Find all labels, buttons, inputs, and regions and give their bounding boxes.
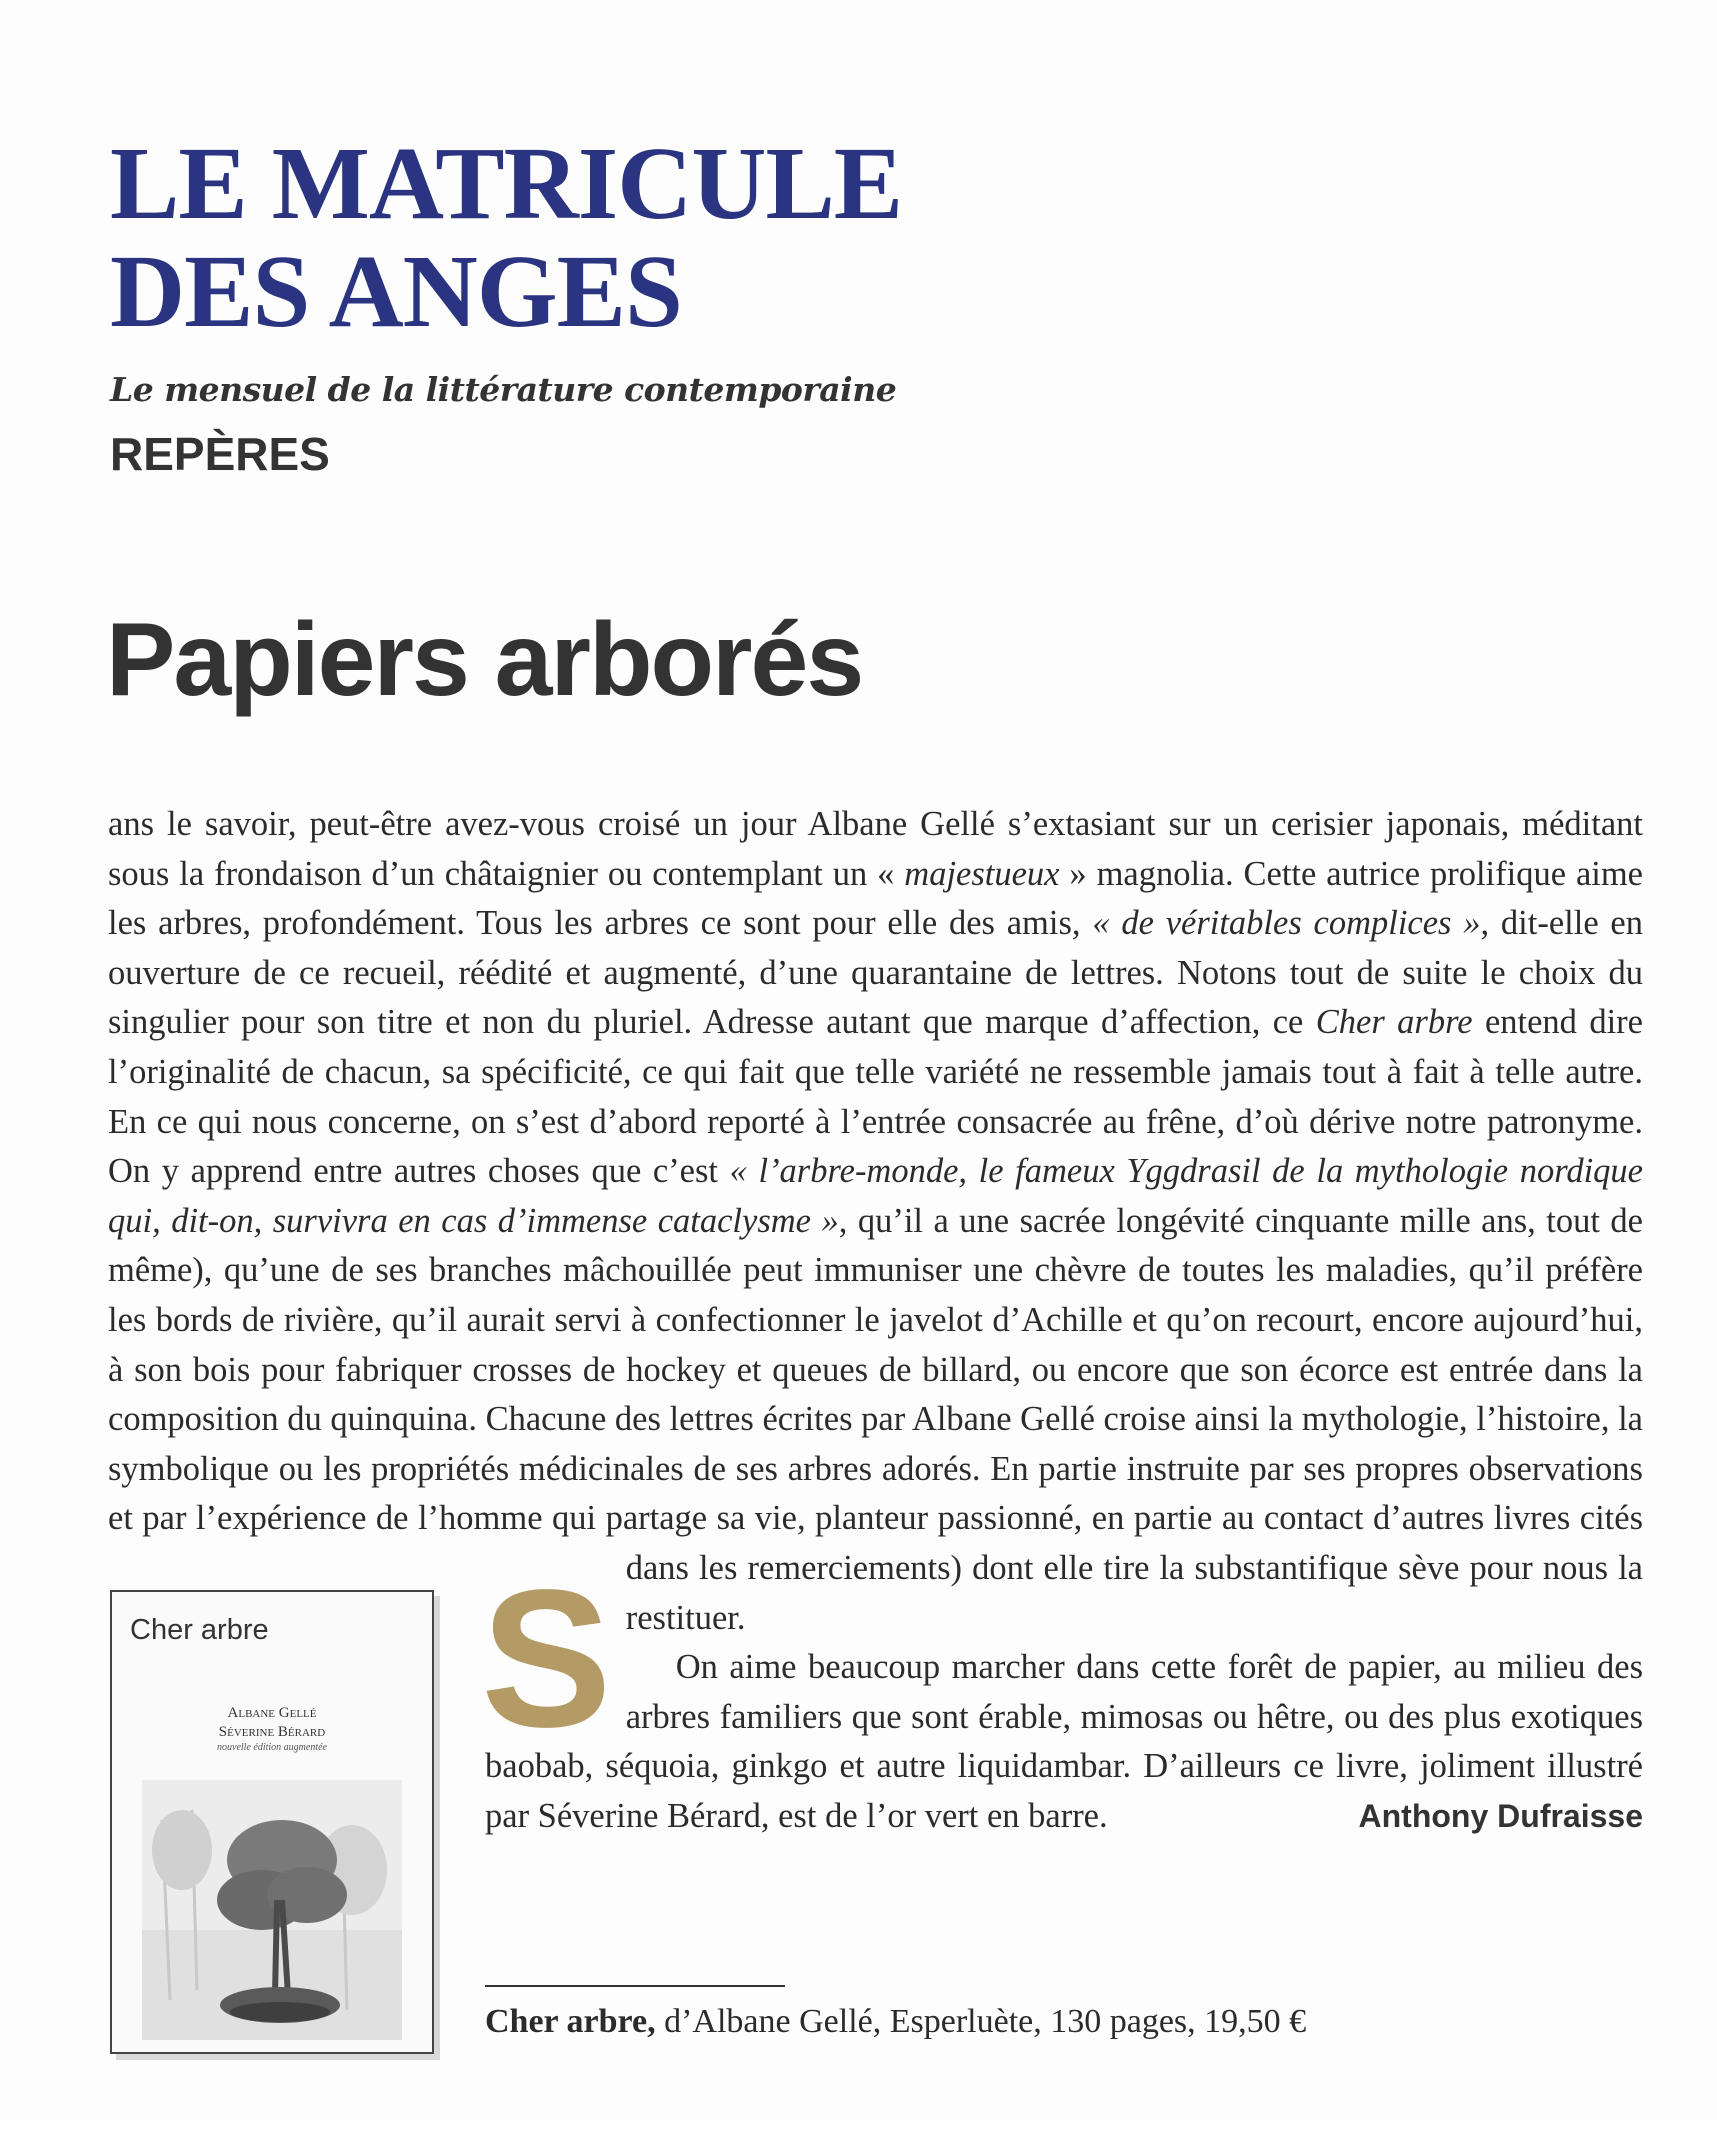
tree-illustration — [142, 1780, 402, 2040]
magazine-title — [110, 126, 1010, 349]
text-run: On aime beaucoup marcher dans cette forêt de papier, au milieu des arbres familiers que sont érable, mimosas ou hêtre, ou des plus exotiques baobab, séquoia, ginkgo et autre liquidambar. D’ailleurs ce livre, joliment illustré par Séverine Bérard, est de l’or vert en barre. — [485, 1648, 1643, 1835]
cover-authors — [112, 1704, 432, 1742]
masthead — [110, 126, 1010, 481]
article-author: Anthony Dufraisse — [1358, 1797, 1643, 1834]
cover-title: Cher arbre — [130, 1614, 269, 1646]
reference-book-title: Cher arbre, — [485, 2003, 656, 2040]
text-run: , dit-elle en ouverture de ce recueil, réédité et augmenté, d’une quarantaine de lettres. Notons tout de suite le choix du singulier pour son titre et non du pluriel. Adresse autant que marque d’affection, ce — [108, 904, 1643, 1042]
magazine-title-line1: LE MATRICULE — [110, 126, 903, 241]
text-run: , qu’il a une sacrée longévité cinquante mille ans, tout de même), qu’une de ses branches mâchouillée peut immuniser une chèvre de toutes les maladies, qu’il préfère les bords de rivière, qu’il aurait servi à confectionner le javelot d’Achille et qu’on recourt, encore aujourd’hui, à son bois pour fabriquer crosses de hockey et queues de billard, ou encore que son écorce est entrée dans la composition du quinquina. Chacune des lettres écrites par Albane Gellé croise ainsi la mythologie, l’histoire, la symbolique ou les propriétés médicinales de ses arbres adorés. En partie instruite par ses propres observations et par l’expérience de l’homme qui partage sa vie, planteur passionné, en partie au contact d’autres livres cités dans les remerciements) dont elle tire la substantifique sève pour nous la restituer. — [108, 1201, 1643, 1637]
book-cover-image — [110, 1590, 434, 2054]
text-run: entend dire l’originalité de chacun, sa spécificité, ce qui fait que telle variété ne ressemble jamais tout à fait à telle autre. En ce qui nous concerne, on s’est d’abord reporté à l’entrée consacrée au frêne, d’où dérive notre patronyme. On y apprend entre autres choses que c’est — [108, 1003, 1643, 1191]
magazine-subtitle: Le mensuel de la littérature contemporaine — [110, 370, 897, 409]
italic-book-title: Cher arbre — [1315, 1003, 1473, 1042]
cover-author-1: Albane Gellé — [227, 1705, 317, 1721]
text-run: » magnolia. Cette autrice prolifique aime les arbres, profondément. Tous les arbres ce sont pour elle des amis, — [108, 854, 1643, 943]
text-run: ans le savoir, peut-être avez-vous croisé un jour Albane Gellé s’extasiant sur un cerisier japonais, méditant sous la frondaison d’un châtaignier ou contemplant un « — [108, 805, 1643, 893]
reference-divider — [485, 1985, 785, 1987]
magazine-title-line2: DES ANGES — [110, 234, 682, 349]
italic-run: majestueux — [904, 854, 1060, 893]
italic-quote: « l’arbre-monde, le fameux Yggdrasil de la mythologie nordique qui, dit-on, survivra en cas d’immense cataclysme » — [108, 1152, 1643, 1240]
article-headline: Papiers arborés — [106, 602, 863, 718]
cover-edition-note: nouvelle édition augmentée — [217, 1742, 327, 1753]
reference-details: d’Albane Gellé, Esperluète, 130 pages, 19,50 € — [655, 2003, 1307, 2040]
section-label: REPÈRES — [110, 428, 330, 480]
cover-author-2: Séverine Bérard — [218, 1724, 326, 1740]
italic-quote: « de véritables complices » — [1092, 904, 1481, 943]
book-reference — [485, 2003, 1306, 2041]
drop-cap: S — [481, 1549, 612, 1768]
